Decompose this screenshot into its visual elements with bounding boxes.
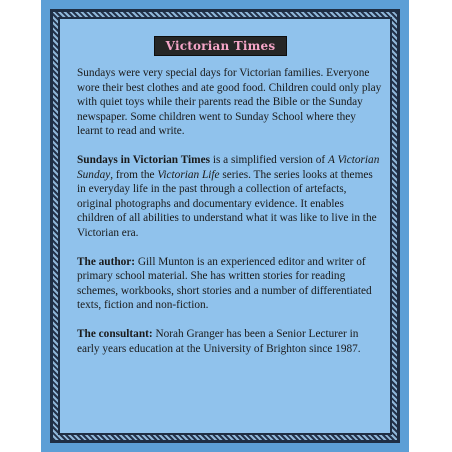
related-book-title: A Victorian Sunday <box>77 153 380 181</box>
decorative-border <box>50 9 400 443</box>
series-text-3: series. The series looks at themes in everyday life in the past through a collection of artefacts, original photographs and documentary evidence. It enables children of all abilities to understand what it was like to live in the Victorian era. <box>77 168 377 239</box>
book-title: Sundays in Victorian Times <box>77 153 210 166</box>
author-label: The author: <box>77 255 136 268</box>
consultant-paragraph <box>77 327 383 356</box>
series-title-banner: Victorian Times <box>154 36 287 56</box>
book-back-cover <box>41 0 409 452</box>
blurb-text <box>77 66 383 364</box>
series-name: Victorian Life <box>157 168 220 181</box>
series-paragraph <box>77 153 383 241</box>
text-panel <box>58 17 392 435</box>
author-text: Gill Munton is an experienced editor and writer of primary school material. She has written stories for reading schemes, workbooks, short stories and a number of differentiated texts, fiction and non-fiction. <box>77 255 372 312</box>
consultant-text: Norah Granger has been a Senior Lecturer in early years education at the University of Brighton since 1987. <box>77 327 361 355</box>
intro-paragraph: Sundays were very special days for Victorian families. Everyone wore their best clothes and ate good food. Children could only play with quiet toys while their parents read the Bible or the Sunday newspaper. Some children went to Sunday School where they learnt to read and write. <box>77 67 382 138</box>
series-text-1: is a simplified version of <box>210 153 328 166</box>
author-paragraph <box>77 255 383 313</box>
series-text-2: , from the <box>110 168 158 181</box>
consultant-label: The consultant: <box>77 327 153 340</box>
